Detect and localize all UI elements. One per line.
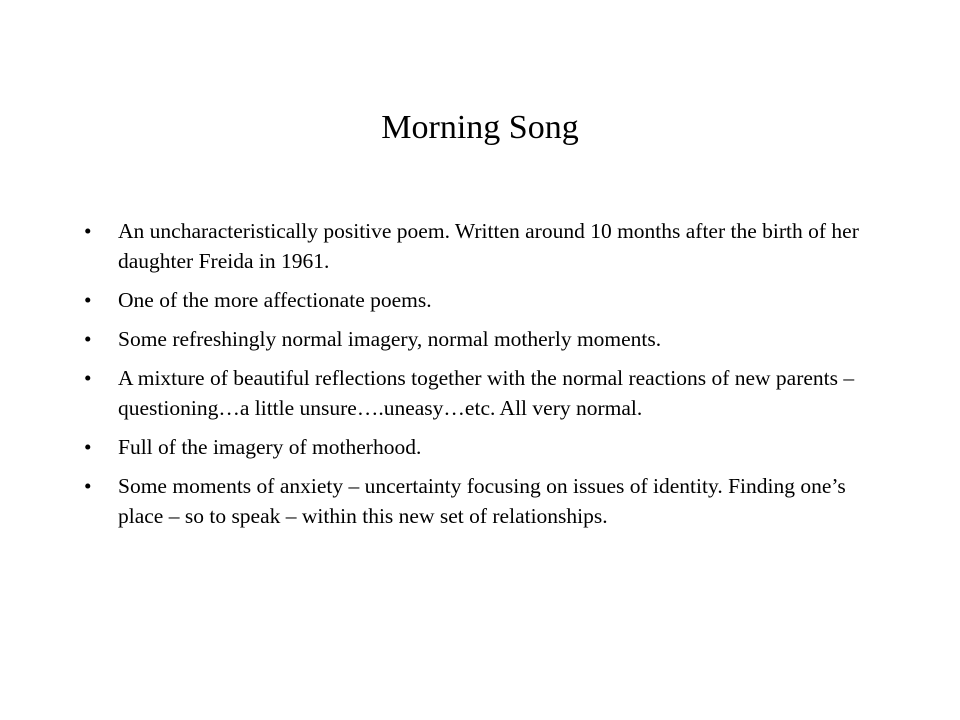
bullet-item	[84, 471, 884, 531]
bullet-item	[84, 285, 884, 315]
bullet-item	[84, 216, 884, 276]
bullet-dot-icon: •	[84, 219, 92, 243]
bullet-text: Some moments of anxiety – uncertainty focusing on issues of identity. Finding one’s place – so to speak – within this new set of relationships.	[118, 474, 846, 528]
bullet-text: One of the more affectionate poems.	[118, 288, 432, 312]
bullet-text: Some refreshingly normal imagery, normal motherly moments.	[118, 327, 662, 351]
bullet-text: A mixture of beautiful reflections together with the normal reactions of new parents – questioning…a little unsure….uneasy…etc. All very normal.	[118, 366, 855, 420]
bullet-dot-icon: •	[84, 435, 92, 459]
bullet-list	[84, 216, 884, 540]
slide-title: Morning Song	[381, 109, 579, 146]
bullet-text: Full of the imagery of motherhood.	[118, 435, 422, 459]
bullet-dot-icon: •	[84, 474, 92, 498]
bullet-dot-icon: •	[84, 327, 92, 351]
bullet-text: An uncharacteristically positive poem. Written around 10 months after the birth of her daughter Freida in 1961.	[118, 219, 859, 273]
bullet-item	[84, 432, 884, 462]
bullet-item	[84, 363, 884, 423]
bullet-dot-icon: •	[84, 288, 92, 312]
bullet-dot-icon: •	[84, 366, 92, 390]
bullet-item	[84, 324, 884, 354]
